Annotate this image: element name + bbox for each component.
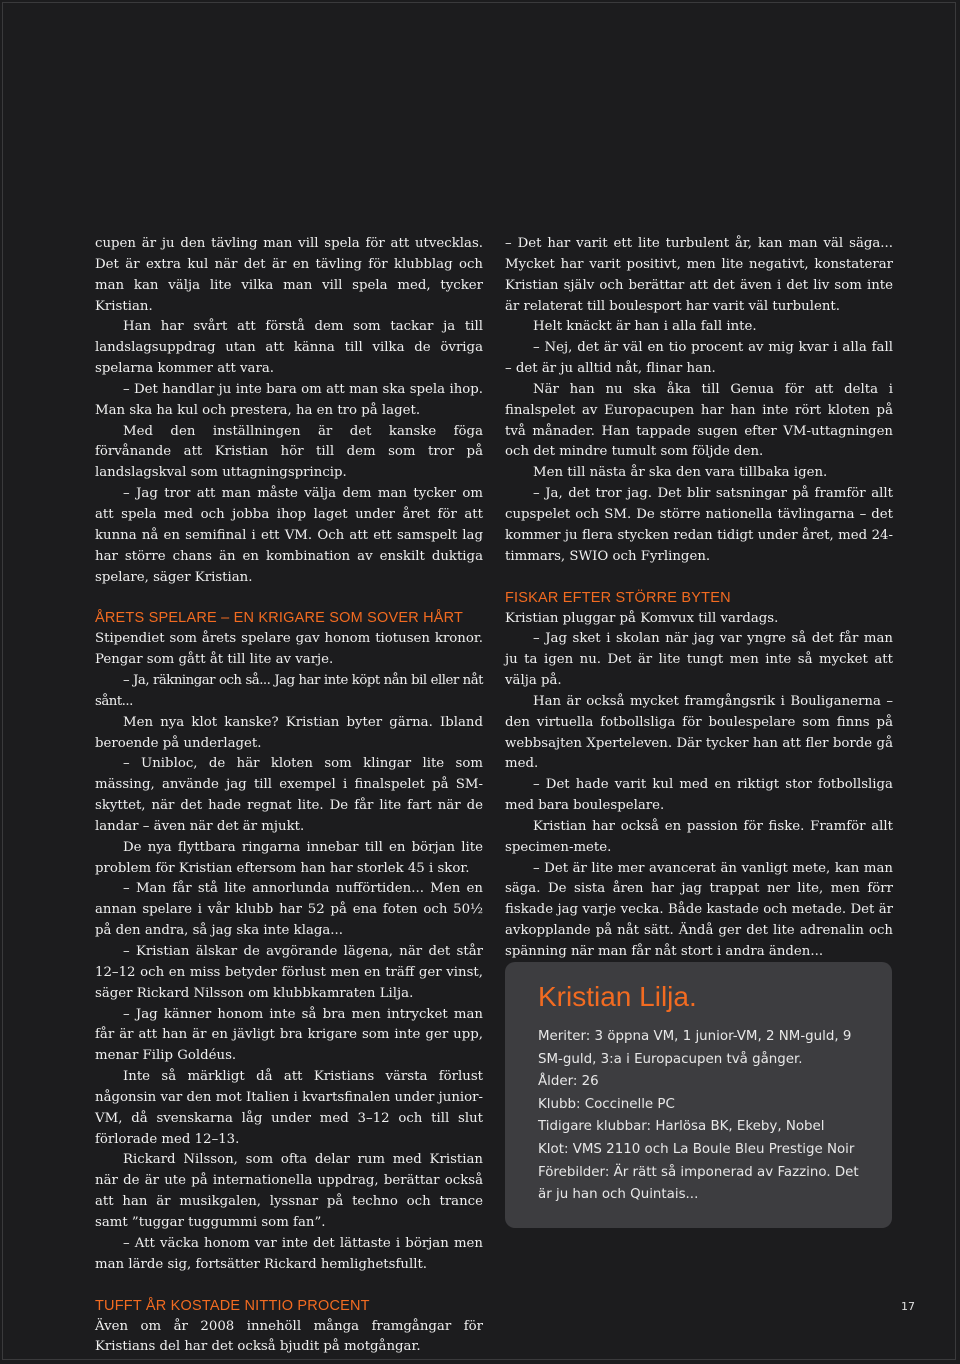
fact-alder: Ålder: 26 [538,1074,599,1090]
left-section-2 [95,629,483,1275]
paragraph: – Det har varit ett lite turbulent år, kan man väl säga... Mycket har varit positivt, men lite negativt, konstaterar Kristian själv och berättar att det även i det liv som inte är relaterat till boulesport har varit väl turbulent. [505,236,893,314]
left-section-intro [95,234,483,588]
paragraph: – Jag tror att man måste välja dem man tycker om att spela med och jobba ihop laget under året för att kunna nå en semifinal i ett VM. Och att ett samspelt lag har större chans än en kombination av enskilt duktiga spelare, säger Kristian. [95,486,483,585]
paragraph: – Det är lite mer avancerat än vanligt mete, kan man säga. De sista åren har jag trappat ner lite, men förr fiskade jag varje vecka. Både kastade och metade. Det är avkopplande på nåt sätt. Ändå ger det lite adrenalin och spänning när man får nåt stort i andra änden... [505,860,893,959]
right-section-2 [505,609,893,963]
paragraph: – Jag känner honom inte så bra men intrycket man får är att han är en jävligt bra krigare som inte ger upp, menar Filip Goldéus. [95,1006,483,1064]
player-name: Kristian Lilja. [538,981,697,1012]
paragraph: När han nu ska åka till Genua för att delta i finalspelet av Europacupen har han inte rört kloten på två månader. Han tappade sugen efter VM-uttagningen och det mindre tumult som följde den. [505,381,893,460]
fact-tidigare-klubbar: Tidigare klubbar: Harlösa BK, Ekeby, Nobel [538,1119,825,1135]
paragraph: – Att väcka honom var inte det lättaste i början men man lärde sig, fortsätter Rickard hemlighetsfullt. [95,1235,483,1272]
fact-klubb: Klubb: Coccinelle PC [538,1096,675,1112]
right-column [505,234,893,963]
section-heading-tufft-ar: TUFFT ÅR KOSTADE NITTIO PROCENT [95,1297,370,1314]
fact-forebilder: Förebilder: Är rätt så imponerad av Fazzino. Det är ju han och Quintais... [538,1164,859,1203]
right-section-intro [505,234,893,568]
paragraph: Rickard Nilsson, som ofta delar rum med Kristian när de är ute på internationella uppdrag, berättar också att han är musikgalen, lyssnar på techno och trance samt ”tuggar tuggummi som fan”. [95,1152,483,1230]
paragraph: Även om år 2008 innehöll många framgångar för Kristians del har det också bjudit på motgångar. [95,1318,483,1355]
paragraph: Stipendiet som årets spelare gav honom tiotusen kronor. Pengar som gått åt till lite av varje. [95,631,483,668]
paragraph: Men nya klot kanske? Kristian byter gärna. Ibland beroende på underlaget. [95,714,483,751]
paragraph: – Ja, räkningar och så... Jag har inte köpt nån bil eller nåt sånt... [95,673,483,709]
paragraph: – Unibloc, de här kloten som klingar lite som mässing, använde jag till exempel i finalspelet på SM-skyttet, när det hade regnat lite. De får lite fart när de landar – även när det är mjukt. [95,756,483,834]
paragraph: Med den inställningen är det kanske föga förvånande att Kristian hör till dem som tror på landslagskval som uttagningsprincip. [95,423,483,481]
section-heading-arets-spelare: ÅRETS SPELARE – EN KRIGARE SOM SOVER HÅRT [95,610,464,627]
section-heading-fiskar: FISKAR EFTER STÖRRE BYTEN [505,589,731,606]
paragraph: Han har svårt att förstå dem som tackar ja till landslagsuppdrag utan att känna till vilka de övriga spelarna kommer att vara. [95,319,483,377]
left-section-3 [95,1317,483,1359]
paragraph: – Ja, det tror jag. Det blir satsningar på framför allt cupspelet och SM. De större nationella tävlingarna – det kommer ju flera stycken redan tidigt under året, med 24-timmars, SWIO och Fyrlingen. [505,486,893,564]
paragraph: – Man får stå lite annorlunda nufförtiden... Men en annan spelare i vår klubb har 52 på ena foten och 50½ på den andra, så jag ska inte klaga... [95,881,483,939]
fact-klot: Klot: VMS 2110 och La Boule Bleu Prestige Noir [538,1141,855,1157]
paragraph: – Det hade varit kul med en riktigt stor fotbollsliga med bara boulespelare. [505,777,893,814]
paragraph: Helt knäckt är han i alla fall inte. [533,319,757,335]
paragraph: – Nej, det är väl en tio procent av mig kvar i alla fall – det är ju alltid nåt, flinar han. [505,340,893,377]
paragraph: Kristian pluggar på Komvux till vardags. [505,610,779,626]
paragraph: Men till nästa år ska den vara tillbaka igen. [533,465,828,481]
paragraph: Kristian har också en passion för fiske. Framför allt specimen-mete. [505,818,893,855]
page-number: 17 [901,1300,915,1313]
fact-meriter: Meriter: 3 öppna VM, 1 junior-VM, 2 NM-guld, 9 SM-guld, 3:a i Europacupen två gånger. [538,1029,852,1067]
paragraph: De nya flyttbara ringarna innebar till en början lite problem för Kristian eftersom han har storlek 45 i skor. [95,839,483,876]
paragraph: – Jag sket i skolan när jag var yngre så det får man ju ta igen nu. Det är lite tungt men inte så mycket att välja på. [505,631,893,689]
left-column [95,234,483,1358]
paragraph: – Kristian älskar de avgörande lägena, när det står 12–12 och en miss betyder förlust men en träff ger vinst, säger Rickard Nilsson om klubbkamraten Lilja. [95,944,483,1001]
paragraph: Han är också mycket framgångsrik i Bouliganerna – den virtuella fotbollsliga för boulespelare som finns på webbsajten Xperteleven. Där tycker han att fler borde gå med. [505,693,893,772]
paragraph: cupen är ju den tävling man vill spela för att utvecklas. Det är extra kul när det är en tävling för klubblag och man kan välja lite vilka man vill spela med, tycker Kristian. [95,236,483,314]
paragraph: – Det handlar ju inte bara om att man ska spela ihop. Man ska ha kul och prestera, ha en tro på laget. [95,381,483,418]
paragraph: Inte så märkligt då att Kristians värsta förlust någonsin var den mot Italien i kvartsfinalen under junior-VM, då svenskarna låg under med 3–12 och till slut förlorade med 12–13. [95,1069,483,1147]
player-info-box [505,962,892,1228]
player-facts [538,1026,862,1207]
